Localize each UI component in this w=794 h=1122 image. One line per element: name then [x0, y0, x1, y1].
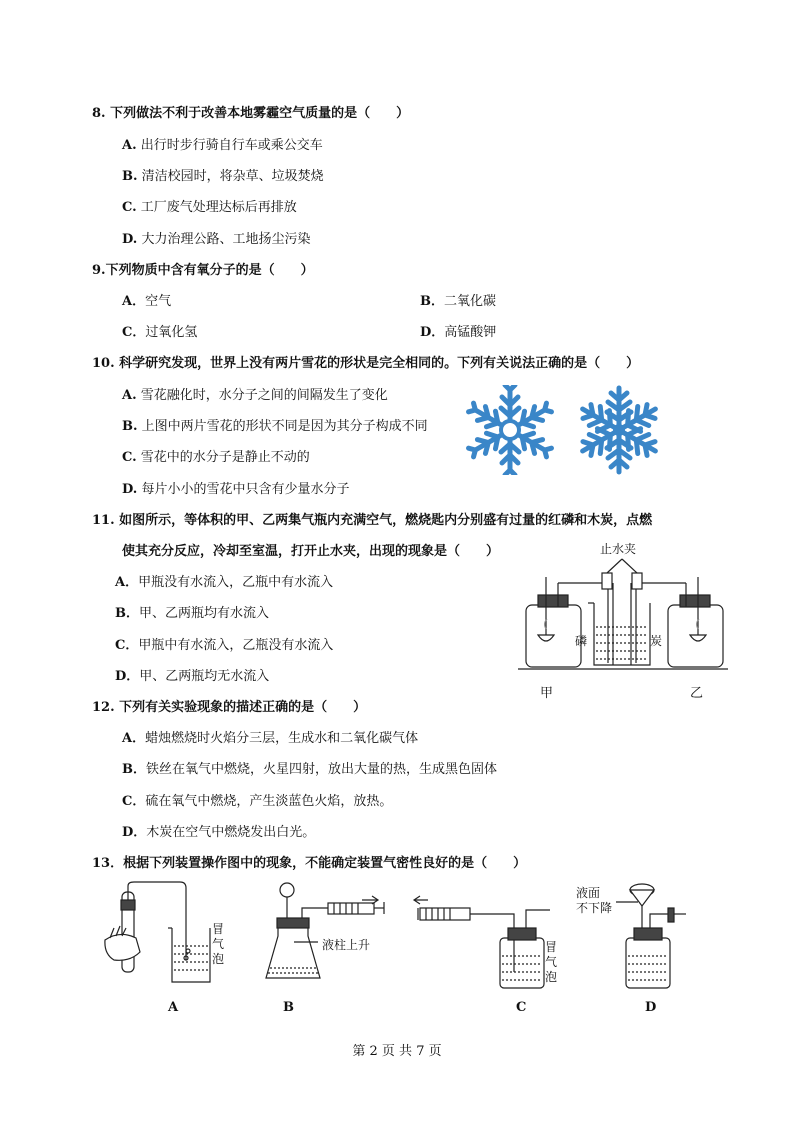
snowflake-left [467, 385, 554, 475]
q9-option-a: A．空气 [122, 294, 172, 309]
snowflakes-figure [462, 385, 682, 475]
q11-stem-line1: 11. 如图所示，等体积的甲、乙两集气瓶内充满空气，燃烧匙内分别盛有过量的红磷和木炭，点燃 [92, 513, 653, 528]
q11-option-d: D．甲、乙两瓶均无水流入 [115, 669, 270, 684]
q11-left-label: 甲 [540, 686, 554, 701]
apparatus-a-label: 冒 气 泡 [212, 922, 225, 966]
caption-a: A [168, 1000, 179, 1015]
q12-option-a: A．蜡烛燃烧时火焰分三层，生成水和二氧化碳气体 [122, 731, 419, 746]
q10-option-d: D. 每片小小的雪花中只含有少量水分子 [122, 482, 350, 497]
q11-option-b: B．甲、乙两瓶均有水流入 [115, 606, 270, 621]
q12-option-b: B．铁丝在氧气中燃烧，火星四射，放出大量的热，生成黑色固体 [122, 762, 498, 777]
q10-stem: 10. 科学研究发现，世界上没有两片雪花的形状是完全相同的。下列有关说法正确的是（ ） [92, 356, 640, 371]
apparatus-d-figure [610, 880, 720, 990]
q11-option-c: C．甲瓶中有水流入，乙瓶没有水流入 [115, 638, 334, 653]
q12-stem: 12. 下列有关实验现象的描述正确的是（ ） [92, 700, 367, 715]
caption-d: D [645, 1000, 657, 1015]
q11-stem-line2: 使其充分反应，冷却至室温，打开止水夹，出现的现象是（ ） [122, 544, 500, 559]
page-footer: 第 2 页 共 7 页 [352, 1044, 442, 1059]
q12-option-d: D．木炭在空气中燃烧发出白光。 [122, 825, 316, 840]
q11-carbon-label: 炭 [650, 634, 663, 648]
q11-right-label: 乙 [690, 686, 704, 701]
caption-c: C [516, 1000, 527, 1015]
q10-option-c: C. 雪花中的水分子是静止不动的 [122, 450, 310, 465]
q9-option-c: C．过氧化氢 [122, 325, 198, 340]
q11-clamp-label: 止水夹 [600, 542, 637, 556]
caption-b: B [283, 1000, 294, 1015]
q11-option-a: A．甲瓶没有水流入，乙瓶中有水流入 [115, 575, 334, 590]
apparatus-b-figure [262, 880, 392, 990]
apparatus-c-label: 冒 气 泡 [545, 940, 558, 984]
q11-phosphorus-label: 磷 [575, 634, 588, 648]
snowflake-right [577, 388, 662, 472]
q9-stem: 9.下列物质中含有氧分子的是（ ） [92, 263, 314, 278]
apparatus-d-label: 液面 不下降 [576, 886, 613, 915]
q8-option-d: D. 大力治理公路、工地扬尘污染 [122, 232, 311, 247]
q8-option-a: A. 出行时步行骑自行车或乘公交车 [122, 138, 323, 153]
q9-option-b: B．二氧化碳 [420, 294, 497, 309]
apparatus-c-figure [410, 880, 560, 990]
q11-apparatus-figure [518, 555, 728, 675]
q10-option-b: B. 上图中两片雪花的形状不同是因为其分子构成不同 [122, 419, 428, 434]
apparatus-a-figure [100, 880, 230, 990]
apparatus-b-label: 液柱上升 [322, 938, 371, 952]
q8-option-c: C. 工厂废气处理达标后再排放 [122, 200, 297, 215]
q9-option-d: D．高锰酸钾 [420, 325, 497, 340]
q8-stem: 8. 下列做法不利于改善本地雾霾空气质量的是（ ） [92, 106, 410, 121]
q12-option-c: C．硫在氧气中燃烧，产生淡蓝色火焰，放热。 [122, 794, 393, 809]
q10-option-a: A. 雪花融化时，水分子之间的间隔发生了变化 [122, 388, 388, 403]
q8-option-b: B. 清洁校园时，将杂草、垃圾焚烧 [122, 169, 324, 184]
q13-stem: 13．根据下列装置操作图中的现象，不能确定装置气密性良好的是（ ） [92, 856, 527, 871]
